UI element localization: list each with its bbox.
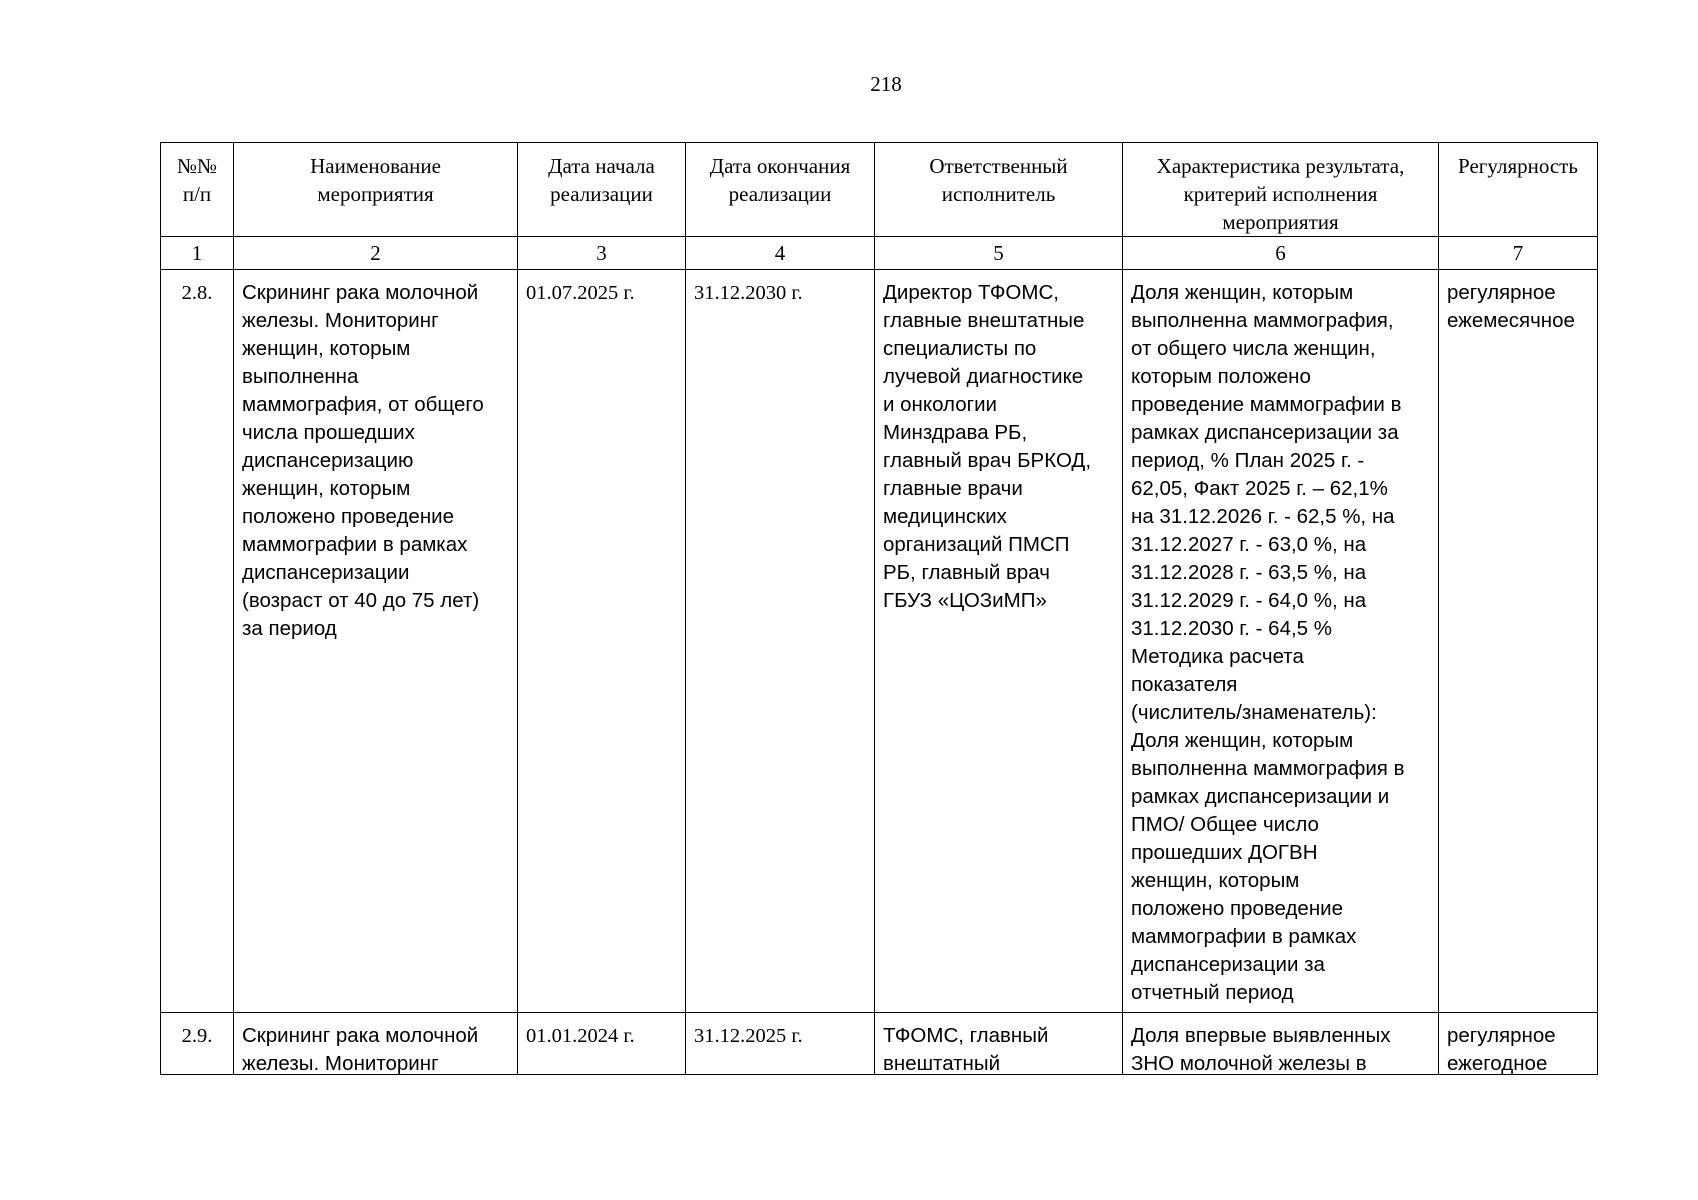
row-result: Доля женщин, которым выполненна маммография, от общего числа женщин, которым положено проведение маммографии в рамках диспансеризации за период, % План 2025 г. - 62,05, Факт 2025 г. – 62,1% на 31.12.2026 г. - 62,5 %, на 31.12.2027 г. - 63,0 %, на 31.12.2028 г. - 63,5 %, на 31.12.2029 г. - 64,0 %, на 31.12.2030 г. - 64,5 % Методика расчета показателя (числитель/знаменатель): Доля женщин, которым выполненна маммография в рамках диспансеризации и ПМО/ Общее число прошедших ДОГВН женщин, которым положено проведение маммографии в рамках диспансеризации за отчетный период — [1123, 270, 1439, 1013]
row-name: Скрининг рака молочной железы. Мониторинг — [242, 1024, 479, 1074]
header-cell-result: Характеристика результата, критерий исполнения мероприятия — [1123, 143, 1439, 237]
header-cell-name: Наименование мероприятия — [234, 143, 518, 237]
row-end-date: 31.12.2025 г. — [694, 1025, 803, 1047]
header-cell-end-date: Дата окончания реализации — [686, 143, 875, 237]
row-end-date: 31.12.2030 г. — [686, 270, 875, 1013]
row-number: 2.8. — [161, 270, 234, 1013]
column-number: 4 — [686, 237, 875, 270]
plan-table — [160, 142, 1598, 1075]
column-number: 1 — [161, 237, 234, 270]
header-row — [161, 143, 1598, 237]
column-number: 7 — [1439, 237, 1598, 270]
header-cell-regularity: Регулярность — [1439, 143, 1598, 237]
row-regularity: регулярное ежегодное — [1447, 1024, 1556, 1074]
header-cell-responsible: Ответственный исполнитель — [875, 143, 1123, 237]
column-number-row — [161, 237, 1598, 270]
table-row — [161, 270, 1598, 1013]
table-row — [161, 1013, 1598, 1075]
column-number: 2 — [234, 237, 518, 270]
row-responsible: Директор ТФОМС, главные внештатные специалисты по лучевой диагностике и онкологии Минздрава РБ, главный врач БРКОД, главные врачи медицинских организаций ПМСП РБ, главный врач ГБУЗ «ЦОЗиМП» — [875, 270, 1123, 1013]
header-cell-start-date: Дата начала реализации — [518, 143, 686, 237]
page-number: 218 — [870, 72, 902, 96]
row-start-date: 01.07.2025 г. — [518, 270, 686, 1013]
column-number: 6 — [1123, 237, 1439, 270]
row-number: 2.9. — [181, 1025, 213, 1047]
row-regularity: регулярное ежемесячное — [1439, 270, 1598, 1013]
row-name: Скрининг рака молочной железы. Мониторинг женщин, которым выполненна маммография, от общего числа прошедших диспансеризацию женщин, которым положено проведение маммографии в рамках диспансеризации (возраст от 40 до 75 лет) за период — [234, 270, 518, 1013]
row-start-date: 01.01.2024 г. — [526, 1025, 635, 1047]
row-responsible: ТФОМС, главный внештатный — [883, 1024, 1049, 1074]
column-number: 3 — [518, 237, 686, 270]
header-cell-number: №№ п/п — [161, 143, 234, 237]
column-number: 5 — [875, 237, 1123, 270]
row-result: Доля впервые выявленных ЗНО молочной железы в — [1131, 1024, 1391, 1074]
